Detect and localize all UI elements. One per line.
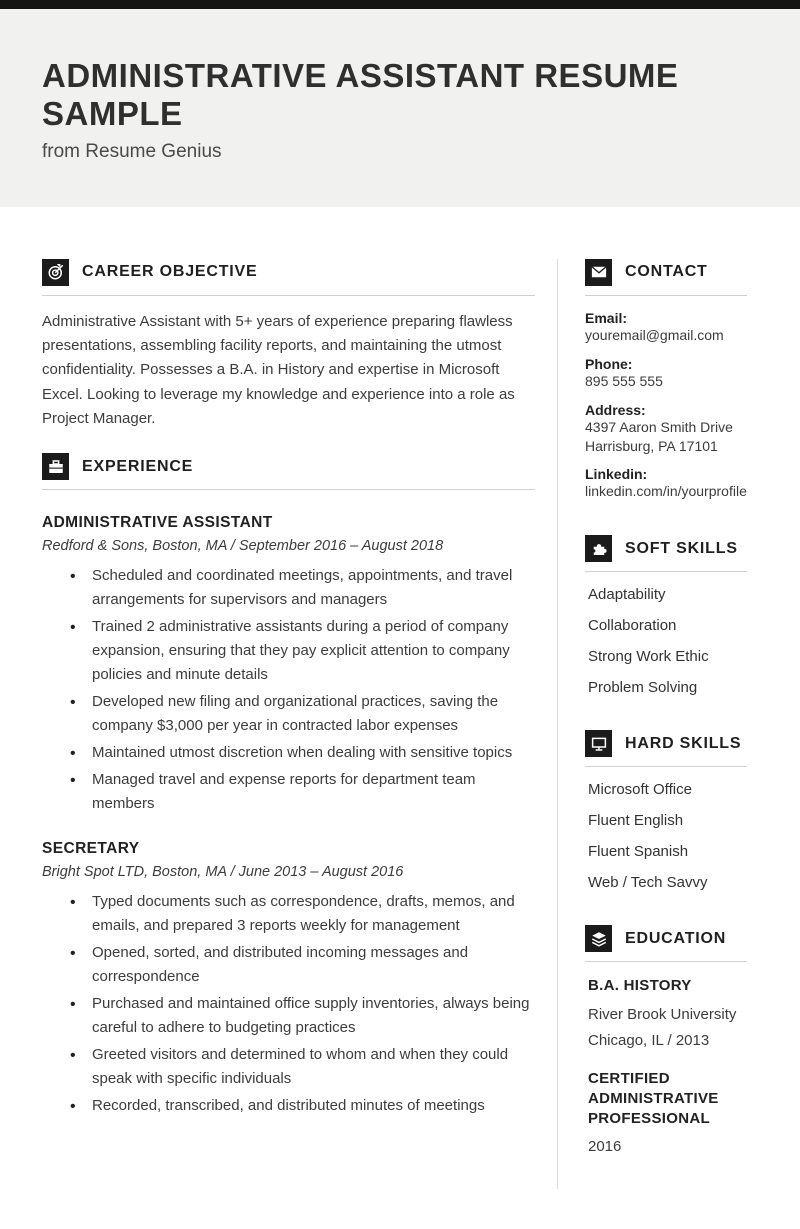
- section-education: [585, 925, 747, 1155]
- job-bullet: • Opened, sorted, and distributed incoming messages and correspondence: [70, 941, 535, 989]
- career-objective-text: Administrative Assistant with 5+ years of experience preparing flawless presentations, assembling facility reports, and maintaining the utmost confidentiality. Possesses a B.A. in History and expertise in Microsoft Excel. Looking to leverage my knowledge and experience into a role as Project Manager.: [42, 312, 515, 428]
- contact-label: Address:: [585, 401, 646, 418]
- soft-skills-heading: [585, 535, 747, 572]
- section-hard-skills: [585, 730, 747, 891]
- briefcase-icon: [42, 453, 69, 480]
- job-bullet: • Purchased and maintained office supply inventories, always being careful to adhere to budgeting practices: [70, 992, 535, 1040]
- education-entry: [585, 1069, 747, 1156]
- contact-title: CONTACT: [625, 263, 708, 281]
- contact-item-linkedin: [585, 466, 747, 501]
- job-bullet: • Typed documents such as correspondence, drafts, memos, and emails, and prepared 3 reports weekly for management: [70, 890, 535, 938]
- contact-value: youremail@gmail.com: [585, 326, 724, 343]
- job-entry: [42, 514, 535, 816]
- experience-heading: [42, 453, 535, 490]
- contact-label: Phone:: [585, 355, 633, 372]
- job-title: ADMINISTRATIVE ASSISTANT: [42, 514, 273, 532]
- section-soft-skills: [585, 535, 747, 696]
- section-career-objective: [42, 259, 535, 431]
- job-bullet: • Maintained utmost discretion when dealing with sensitive topics: [70, 741, 535, 765]
- skill-item: Web / Tech Savvy: [588, 874, 708, 892]
- job-bullet: • Managed travel and expense reports for department team members: [70, 768, 535, 816]
- education-heading: [585, 925, 747, 962]
- education-degree: CERTIFIED ADMINISTRATIVE PROFESSIONAL: [588, 1069, 719, 1128]
- page-header: [0, 9, 800, 207]
- job-bullet: • Greeted visitors and determined to whom and when they could speak with specific individuals: [70, 1043, 535, 1091]
- layers-icon: [585, 925, 612, 952]
- soft-skills-list: [585, 586, 747, 696]
- job-bullet: • Scheduled and coordinated meetings, appointments, and travel arrangements for supervisors and managers: [70, 564, 535, 612]
- education-detail: River Brook University: [588, 1005, 737, 1023]
- job-bullet-list: [42, 564, 535, 816]
- contact-value: Harrisburg, PA 17101: [585, 437, 718, 454]
- job-bullet: • Recorded, transcribed, and distributed minutes of meetings: [70, 1094, 535, 1118]
- section-experience: [42, 453, 535, 1118]
- contact-heading: [585, 259, 747, 296]
- career-objective-heading: [42, 259, 535, 296]
- skill-item: Microsoft Office: [588, 781, 692, 799]
- job-entry: [42, 840, 535, 1118]
- left-column: [42, 259, 535, 1189]
- contact-value: 895 555 555: [585, 372, 663, 389]
- contact-value: 4397 Aaron Smith Drive: [585, 418, 733, 435]
- envelope-icon: [585, 259, 612, 286]
- contact-value: linkedin.com/in/yourprofile: [585, 483, 747, 500]
- target-icon: [42, 259, 69, 286]
- education-title: EDUCATION: [625, 929, 727, 947]
- job-bullet-list: [42, 890, 535, 1118]
- job-bullet: • Developed new filing and organizational practices, saving the company $3,000 per year in contracted labor expenses: [70, 690, 535, 738]
- top-accent-bar: [0, 0, 800, 9]
- page-title: ADMINISTRATIVE ASSISTANT RESUME SAMPLE: [42, 57, 679, 132]
- education-degree: B.A. HISTORY: [588, 977, 692, 995]
- skill-item: Fluent English: [588, 812, 684, 830]
- right-column: [557, 259, 747, 1189]
- hard-skills-title: HARD SKILLS: [625, 734, 742, 752]
- section-contact: [585, 259, 747, 501]
- education-entry: [585, 976, 747, 1048]
- hard-skills-list: [585, 781, 747, 891]
- soft-skills-title: SOFT SKILLS: [625, 539, 738, 557]
- job-meta: Redford & Sons, Boston, MA / September 2016 – August 2018: [42, 538, 444, 555]
- skill-item: Collaboration: [588, 617, 677, 635]
- page-subtitle: from Resume Genius: [42, 140, 222, 162]
- skill-item: Strong Work Ethic: [588, 648, 709, 666]
- hard-skills-heading: [585, 730, 747, 767]
- skill-item: Fluent Spanish: [588, 843, 689, 861]
- monitor-icon: [585, 730, 612, 757]
- skill-item: Adaptability: [588, 586, 666, 604]
- experience-title: EXPERIENCE: [82, 457, 194, 475]
- education-detail: 2016: [588, 1138, 622, 1156]
- education-detail: Chicago, IL / 2013: [588, 1031, 710, 1049]
- resume-body: [0, 207, 800, 1229]
- contact-label: Email:: [585, 309, 628, 326]
- job-meta: Bright Spot LTD, Boston, MA / June 2013 – August 2016: [42, 864, 404, 881]
- job-bullet: • Trained 2 administrative assistants during a period of company expansion, ensuring that they pay explicit attention to company policies and minute details: [70, 615, 535, 687]
- job-title: SECRETARY: [42, 840, 140, 858]
- contact-item-email: [585, 310, 747, 345]
- career-objective-title: CAREER OBJECTIVE: [82, 263, 258, 281]
- skill-item: Problem Solving: [588, 679, 698, 697]
- contact-item-address: [585, 402, 747, 456]
- puzzle-icon: [585, 535, 612, 562]
- contact-item-phone: [585, 356, 747, 391]
- contact-label: Linkedin:: [585, 466, 648, 483]
